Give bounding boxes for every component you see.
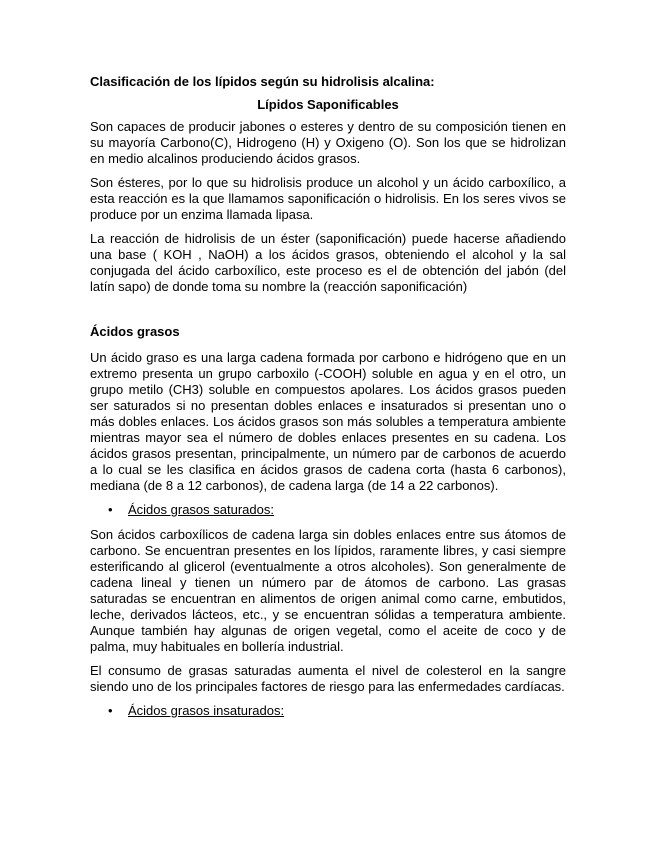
paragraph: Son ácidos carboxílicos de cadena larga sin dobles enlaces entre sus átomos de carbono. Se encuentran presentes en los lípidos, raramente libres, y casi siempre esterificando al glicerol (eventualmente a otros alcoholes). Son generalmente de cadena lineal y tienen un número par de átomos de carbono. Las grasas saturadas se encuentran en alimentos de origen animal como carne, embutidos, leche, derivados lácteos, etc., y se encuentran sólidas a temperatura ambiente. Aunque también hay algunas de origen vegetal, como el aceite de coco y de palma, muy habituales en bollería industrial. — [90, 527, 566, 654]
paragraph: Son capaces de producir jabones o esteres y dentro de su composición tienen en su mayoría Carbono(C), Hidrogeno (H) y Oxigeno (O). Son los que se hidrolizan en medio alcalinos produciendo ácidos grasos. — [90, 119, 566, 166]
paragraph: El consumo de grasas saturadas aumenta el nivel de colesterol en la sangre siendo uno de los principales factores de riesgo para las enfermedades cardíacas. — [90, 663, 566, 694]
paragraph: Son ésteres, por lo que su hidrolisis produce un alcohol y un ácido carboxílico, a esta reacción es la que llamamos saponificación o hidrolisis. En los seres vivos se produce por un enzima llamada lipasa. — [90, 175, 566, 222]
document-title: Clasificación de los lípidos según su hidrolisis alcalina: — [90, 74, 435, 89]
section-heading-acidos-grasos: Ácidos grasos — [90, 324, 180, 339]
bullet-label: Ácidos grasos saturados: — [128, 502, 274, 517]
paragraph: Un ácido graso es una larga cadena formada por carbono e hidrógeno que en un extremo presenta un grupo carboxilo (-COOH) soluble en agua y en el otro, un grupo metilo (CH3) soluble en compuestos apolares. Los ácidos grasos pueden ser saturados si no presentan dobles enlaces e insaturados si presentan uno o más dobles enlaces. Los ácidos grasos son más solubles a temperatura ambiente mientras mayor sea el número de dobles enlaces presentes en su cadena. Los ácidos grasos presentan, principalmente, un número par de carbonos de acuerdo a lo cual se les clasifica en ácidos grasos de cadena corta (hasta 6 carbonos), mediana (de 8 a 12 carbonos), de cadena larga (de 14 a 22 carbonos). — [90, 350, 566, 493]
section-spacer — [90, 303, 566, 324]
bullet-label: Ácidos grasos insaturados: — [128, 703, 285, 718]
document-page — [90, 74, 566, 728]
bullet-item-insaturados — [90, 703, 566, 719]
paragraph: La reacción de hidrolisis de un éster (saponificación) puede hacerse añadiendo una base ( KOH , NaOH) a los ácidos grasos, obteniendo el alcohol y la sal conjugada del ácido carboxílico, este proceso es el de obtención del jabón (del latín sapo) de donde toma su nombre la (reacción saponificación) — [90, 231, 566, 294]
bullet-item-saturados — [90, 502, 566, 518]
section-heading-lipidos-saponificables: Lípidos Saponificables — [257, 97, 399, 112]
bullet-icon: • — [108, 703, 113, 718]
bullet-icon: • — [108, 502, 113, 517]
